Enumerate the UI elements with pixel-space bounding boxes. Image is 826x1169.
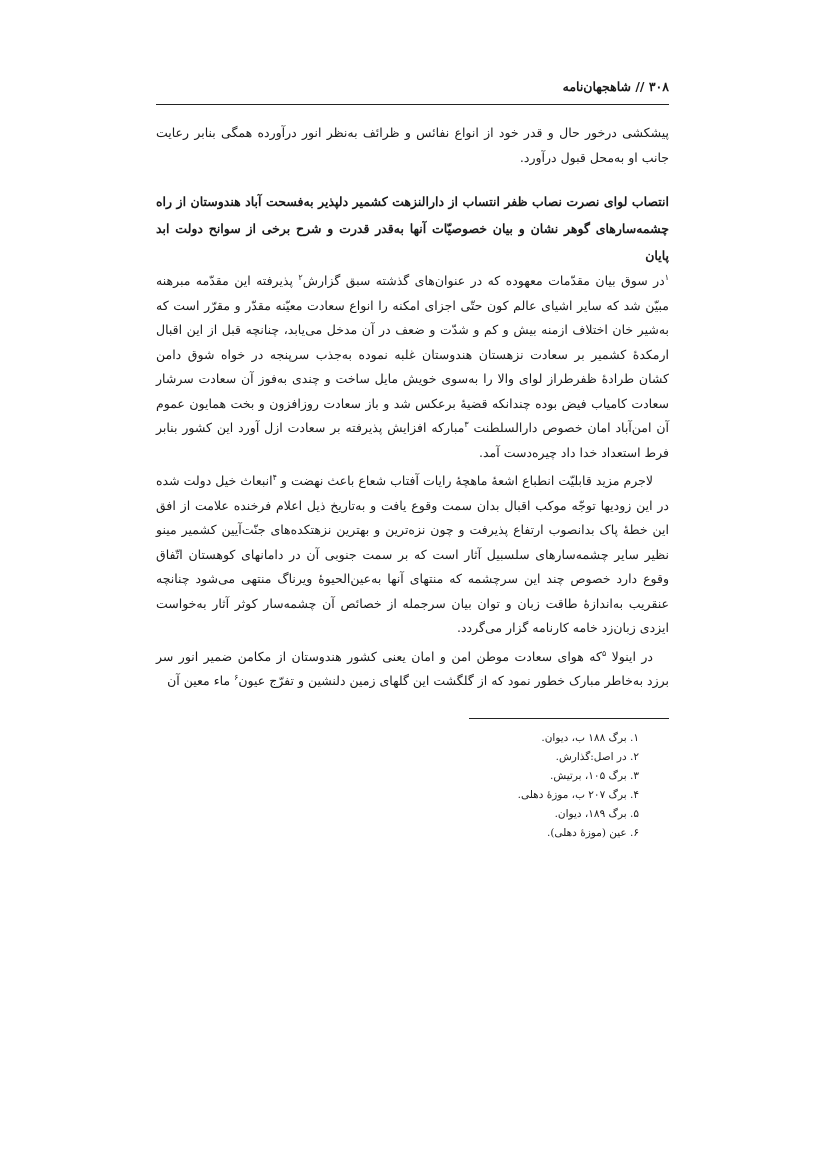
footnotes bbox=[156, 729, 669, 843]
footnote-mark-5: ۵ bbox=[601, 648, 607, 658]
paragraph-4-text-a: در اینولا bbox=[611, 648, 653, 664]
paragraph-1: پیشکشی درخور حال و قدر خود از انواع نفائس و ظرائف به‌نظر انور درآورده همگی بنابر رعایت جانب او به‌محل قبول درآورد. bbox=[156, 125, 669, 165]
footnote-mark-2: ۲ bbox=[298, 272, 303, 282]
footnote-5: ۵. برگ ۱۸۹، دیوان. bbox=[554, 807, 639, 820]
footnote-mark-1: ۱ bbox=[664, 272, 669, 282]
paragraph-3-text-b: انبعاث خیل دولت شده در این زودیها توجّه موکب اقبال بدان سمت وقوع یافت و به‌تاریخ ذیل اعلام فرخنده علامت از افق این خطهٔ پاک بدانصوب ارتفاع پذیرفت و چون نزه‌ترین و بهترین نزهتکده‌های جنّت‌آیین کشمیر مینو نظیر سایر چشمه‌سارهای سلسبیل آثار است که بر سمت جنوبی آن در دامانهای کوهستان اتّفاق وقوع دارد خصوص چند این سرچشمه که منتهای آنها به‌عین‌الحیوهٔ ویرناگ منتهی می‌شود چنانچه عنقریب به‌اندازهٔ طاقت زبان و توان بیان سرجمله از خصائص آن چشمه‌سار کوثر آثار به‌خواست ایزدی زبان‌زد خامه کارنامه گزار می‌گردد. bbox=[156, 473, 669, 635]
paragraph-2 bbox=[156, 269, 669, 465]
paragraph-4 bbox=[156, 645, 669, 694]
footnote-mark-4: ۴ bbox=[272, 472, 277, 482]
paragraph-3-text-a: لاجرم مزید قابلیّت انطباع اشعهٔ ماهچهٔ رایات آفتاب شعاع باعث نهضت و bbox=[280, 473, 653, 488]
footnote-divider bbox=[469, 718, 669, 719]
section-heading: انتصاب لوای نصرت نصاب ظفر انتساب از دارالنزهت کشمیر دلپذیر به‌فسحت آباد هندوستان از راه چشمه‌سارهای گوهر نشان و بیان خصوصیّات آنها به‌قدر قدرت و شرح برخی از سوانح دولت ابد پایان bbox=[156, 194, 669, 263]
running-header: ۳۰۸ // شاهجهان‌نامه bbox=[156, 70, 669, 105]
paragraph-2-text-c: مبارکه افزایش پذیرفته بر سعادت ازل آورد این کشور بنابر فرط استعداد خدا داد چیره‌دست آمد. bbox=[156, 420, 669, 460]
paragraph-4-text-c: ماء معین آن bbox=[167, 673, 235, 688]
footnote-mark-6: ۶ bbox=[234, 672, 239, 682]
paragraph-3 bbox=[156, 469, 669, 641]
paragraph-2-text-a: در سوق بیان مقدّمات معهوده که در عنوان‌های گذشته سبق گزارش bbox=[302, 273, 665, 288]
footnote-4: ۴. برگ ۲۰۷ ب، موزهٔ دهلی. bbox=[517, 788, 639, 801]
paragraph-4-text-b: که هوای سعادت موطن امن و امان یعنی کشور هندوستان از مکامن ضمیر انور سر برزد به‌خاطر مبارک خطور نمود که از گلگشت این گلهای زمین دلنشین و تفرّج عیون bbox=[156, 648, 669, 688]
paragraph-2-text-b: پذیرفته این مقدّمه مبرهنه مبیّن شد که سایر اشیای عالم کون حتّی اجزای امکنه را انواع سعادت معیّنه مقدّر و مقرّر است که به‌شیر خان اختلاف ازمنه بیش و کم و شدّت و ضعف در آن مدخل می‌یابد، چنانچه قبل از این اقبال ارمکدهٔ کشمیر بر سعادت نزهستان هندوستان غلبه نموده به‌جذب سرپنجه در خواه شوق دامن کشان طرادهٔ ظفرطراز لوای والا را به‌سوی خویش مایل ساخت و چندی به‌فوز آن سعادت سرشار سعادت کامیاب فیض بوده چندانکه قضیهٔ برعکس شد و باز سعادت روزافزون و بخت همایون عموم آن امن‌آباد امان خصوص دارالسلطنت bbox=[156, 273, 670, 435]
footnote-6: ۶. عین (موزهٔ دهلی). bbox=[546, 826, 639, 839]
footnote-1: ۱. برگ ۱۸۸ ب، دیوان. bbox=[541, 731, 639, 744]
book-page bbox=[156, 70, 669, 843]
footnote-2: ۲. در اصل:گذارش. bbox=[555, 750, 639, 763]
footnote-3: ۳. برگ ۱۰۵، برتیش. bbox=[550, 769, 639, 782]
footnote-mark-3: ۳ bbox=[464, 419, 469, 429]
